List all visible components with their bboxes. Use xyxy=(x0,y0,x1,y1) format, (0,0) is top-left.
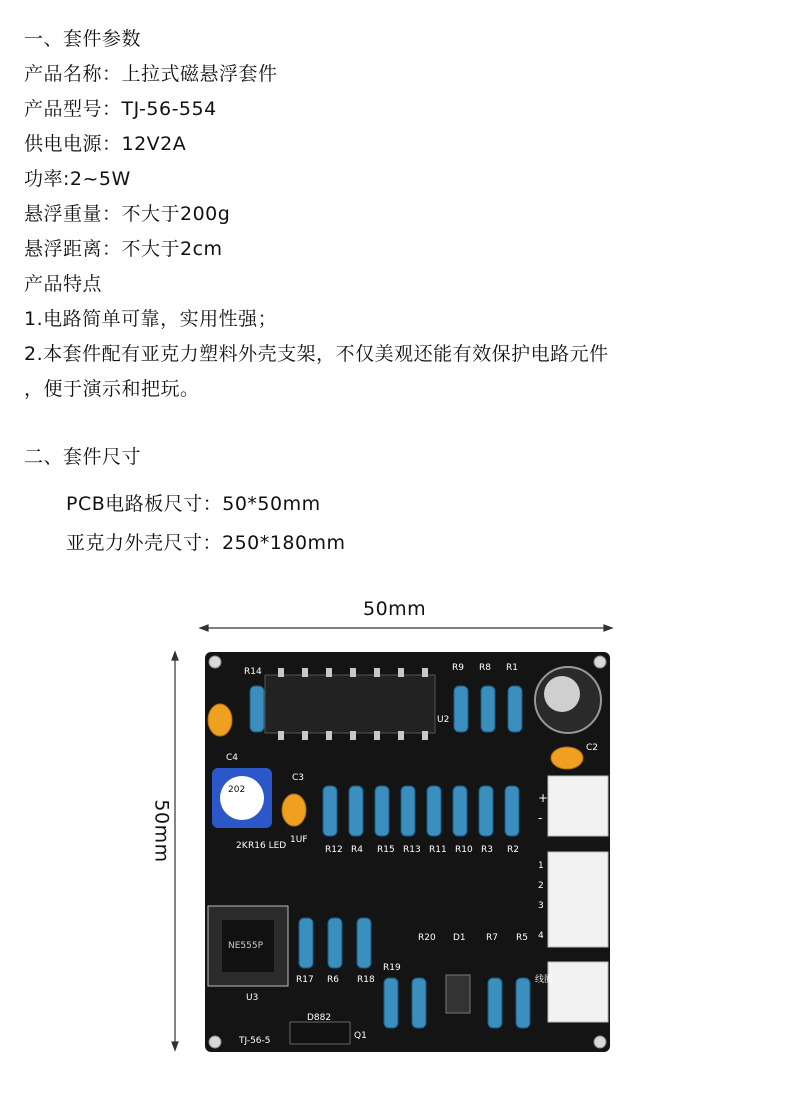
label-u2: U2 xyxy=(437,715,450,725)
height-dimension-arrow xyxy=(172,652,178,1050)
label-pin-4: 4 xyxy=(538,931,544,941)
pcb-illustration xyxy=(0,590,800,1100)
product-model-line: 产品型号：TJ-56-554 xyxy=(24,98,217,120)
label-r4: R4 xyxy=(351,845,363,855)
pcb-photo-figure xyxy=(0,590,800,1100)
label-r10: R10 xyxy=(455,845,473,855)
coil-connector xyxy=(548,962,608,1022)
feature-2-line: 2.本套件配有亚克力塑料外壳支架，不仅美观还能有效保护电路元件 xyxy=(24,343,609,365)
label-c2: C2 xyxy=(586,743,599,753)
label-r19: R19 xyxy=(383,963,401,973)
feature-2-continued-line: ，便于演示和把玩。 xyxy=(24,378,200,400)
label-r16: R16 LED xyxy=(248,841,287,851)
label-d1: D1 xyxy=(453,933,466,943)
label-r3: R3 xyxy=(481,845,493,855)
section-1-heading: 一、套件参数 xyxy=(24,28,142,50)
height-dimension-label: 50mm xyxy=(150,799,173,863)
label-model: TJ-56-5 xyxy=(239,1036,271,1046)
capacitor-c3 xyxy=(282,794,306,826)
signal-connector xyxy=(548,852,608,947)
features-heading: 产品特点 xyxy=(24,273,103,295)
label-r14: R14 xyxy=(244,667,262,677)
label-ne555p: NE555P xyxy=(228,941,264,951)
label-potentiometer: 202 xyxy=(228,785,246,795)
width-dimension-arrow xyxy=(200,625,612,631)
label-u3: U3 xyxy=(246,993,259,1003)
label-r16-value: 2K xyxy=(236,841,248,851)
label-d882: D882 xyxy=(307,1013,332,1023)
capacitor-c2 xyxy=(551,747,583,769)
potentiometer xyxy=(212,768,272,828)
diode-d1 xyxy=(446,975,470,1013)
product-name-line: 产品名称：上拉式磁悬浮套件 xyxy=(24,63,278,85)
label-r9: R9 xyxy=(452,663,464,673)
label-minus: - xyxy=(538,811,543,825)
label-r5: R5 xyxy=(516,933,528,943)
label-r6: R6 xyxy=(327,975,339,985)
levitation-weight-line: 悬浮重量：不大于200g xyxy=(24,203,231,225)
label-r2: R2 xyxy=(507,845,519,855)
case-size-line: 亚克力外壳尺寸：250*180mm xyxy=(66,532,346,554)
transistor-q1 xyxy=(290,1022,350,1044)
levitation-distance-line: 悬浮距离：不大于2cm xyxy=(24,238,223,260)
label-r18: R18 xyxy=(357,975,375,985)
label-coil: 线圈 xyxy=(535,975,554,985)
label-r1: R1 xyxy=(506,663,518,673)
label-c3: C3 xyxy=(292,773,305,783)
label-r15: R15 xyxy=(377,845,395,855)
label-pin-1: 1 xyxy=(538,861,544,871)
feature-1-line: 1.电路简单可靠，实用性强； xyxy=(24,308,278,330)
width-dimension-label: 50mm xyxy=(363,598,427,620)
label-r13: R13 xyxy=(403,845,421,855)
label-pin-2: 2 xyxy=(538,881,544,891)
power-supply-line: 供电电源：12V2A xyxy=(24,133,187,155)
capacitor-c4 xyxy=(208,704,232,736)
label-c4: C4 xyxy=(226,753,239,763)
label-r11: R11 xyxy=(429,845,447,855)
label-r17: R17 xyxy=(296,975,314,985)
label-c3-value: 1UF xyxy=(290,835,308,845)
power-line: 功率:2~5W xyxy=(24,168,131,190)
power-connector xyxy=(548,776,608,836)
section-2-heading: 二、套件尺寸 xyxy=(24,446,142,468)
label-q1: Q1 xyxy=(354,1031,367,1041)
u2-chip xyxy=(265,668,435,740)
label-pin-3: 3 xyxy=(538,901,544,911)
label-plus: + xyxy=(538,791,549,805)
label-r7: R7 xyxy=(486,933,498,943)
label-r12: R12 xyxy=(325,845,343,855)
pcb-size-line: PCB电路板尺寸：50*50mm xyxy=(66,493,321,515)
electrolytic-capacitor xyxy=(535,667,601,733)
label-r8: R8 xyxy=(479,663,491,673)
label-r20: R20 xyxy=(418,933,436,943)
